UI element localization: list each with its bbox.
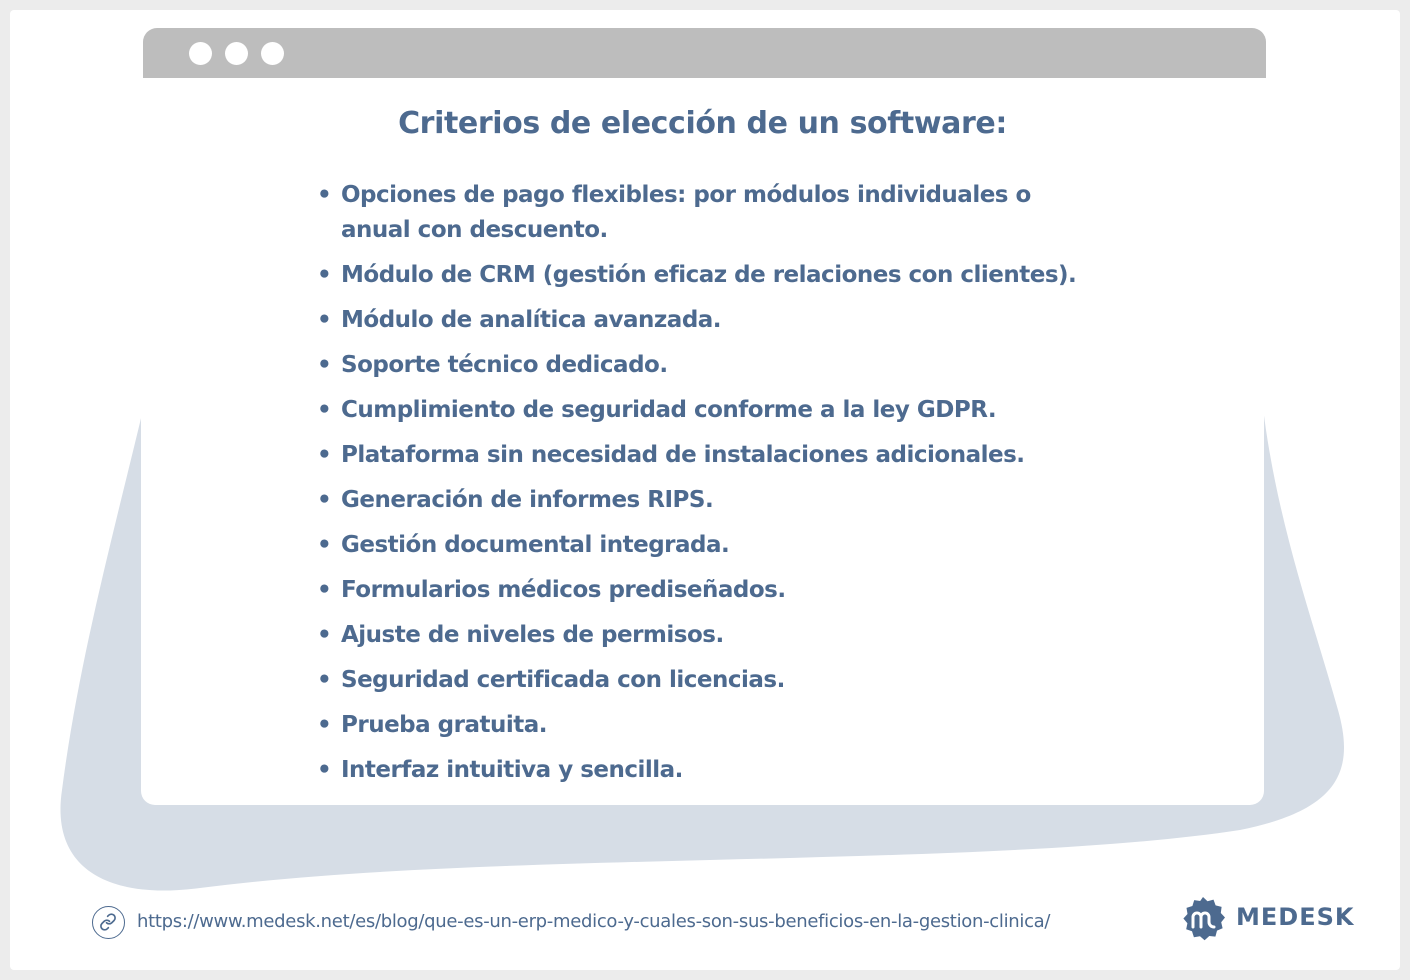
criteria-card [141,78,1264,805]
bullet-icon: • [317,712,332,738]
browser-title-bar [143,28,1266,78]
bullet-icon: • [317,352,332,378]
list-item [311,618,1101,653]
bullet-icon: • [317,757,332,783]
card-title: Criterios de elección de un software: [398,106,1007,141]
list-item-text: Prueba gratuita. [341,712,547,738]
infographic-frame [10,10,1400,970]
list-item-text: Módulo de analítica avanzada. [341,307,722,333]
criteria-list [311,178,1101,798]
window-dot-icon [225,42,248,65]
list-item-text: Generación de informes RIPS. [341,487,714,513]
list-item [311,303,1101,338]
list-item [311,663,1101,698]
bullet-icon: • [317,532,332,558]
list-item [311,528,1101,563]
list-item-text: Opciones de pago flexibles: por módulos individuales o anual con descuento. [341,182,1031,243]
list-item-text: Seguridad certificada con licencias. [341,667,785,693]
list-item-text: Módulo de CRM (gestión eficaz de relaciones con clientes). [341,262,1077,288]
bullet-icon: • [317,487,332,513]
brand-name: MEDESK [1236,903,1355,931]
list-item [311,573,1101,608]
bullet-icon: • [317,182,332,208]
list-item [311,258,1101,293]
list-item [311,708,1101,743]
list-item-text: Interfaz intuitiva y sencilla. [341,757,683,783]
bullet-icon: • [317,307,332,333]
bullet-icon: • [317,577,332,603]
list-item-text: Cumplimiento de seguridad conforme a la ley GDPR. [341,397,997,423]
link-icon [92,906,125,939]
list-item [311,483,1101,518]
bullet-icon: • [317,667,332,693]
list-item-text: Ajuste de niveles de permisos. [341,622,724,648]
window-dot-icon [261,42,284,65]
bullet-icon: • [317,442,332,468]
list-item-text: Soporte técnico dedicado. [341,352,668,378]
list-item-text: Gestión documental integrada. [341,532,730,558]
window-dot-icon [189,42,212,65]
list-item [311,393,1101,428]
bullet-icon: • [317,262,332,288]
list-item [311,178,1101,248]
list-item-text: Plataforma sin necesidad de instalaciones adicionales. [341,442,1025,468]
list-item-text: Formularios médicos prediseñados. [341,577,786,603]
list-item [311,438,1101,473]
source-url-link[interactable]: https://www.medesk.net/es/blog/que-es-un-erp-medico-y-cuales-son-sus-beneficios-en-la-gestion-clinica/ [137,911,1051,932]
medesk-logo-icon [1180,896,1226,942]
list-item [311,348,1101,383]
list-item [311,753,1101,788]
bullet-icon: • [317,622,332,648]
bullet-icon: • [317,397,332,423]
